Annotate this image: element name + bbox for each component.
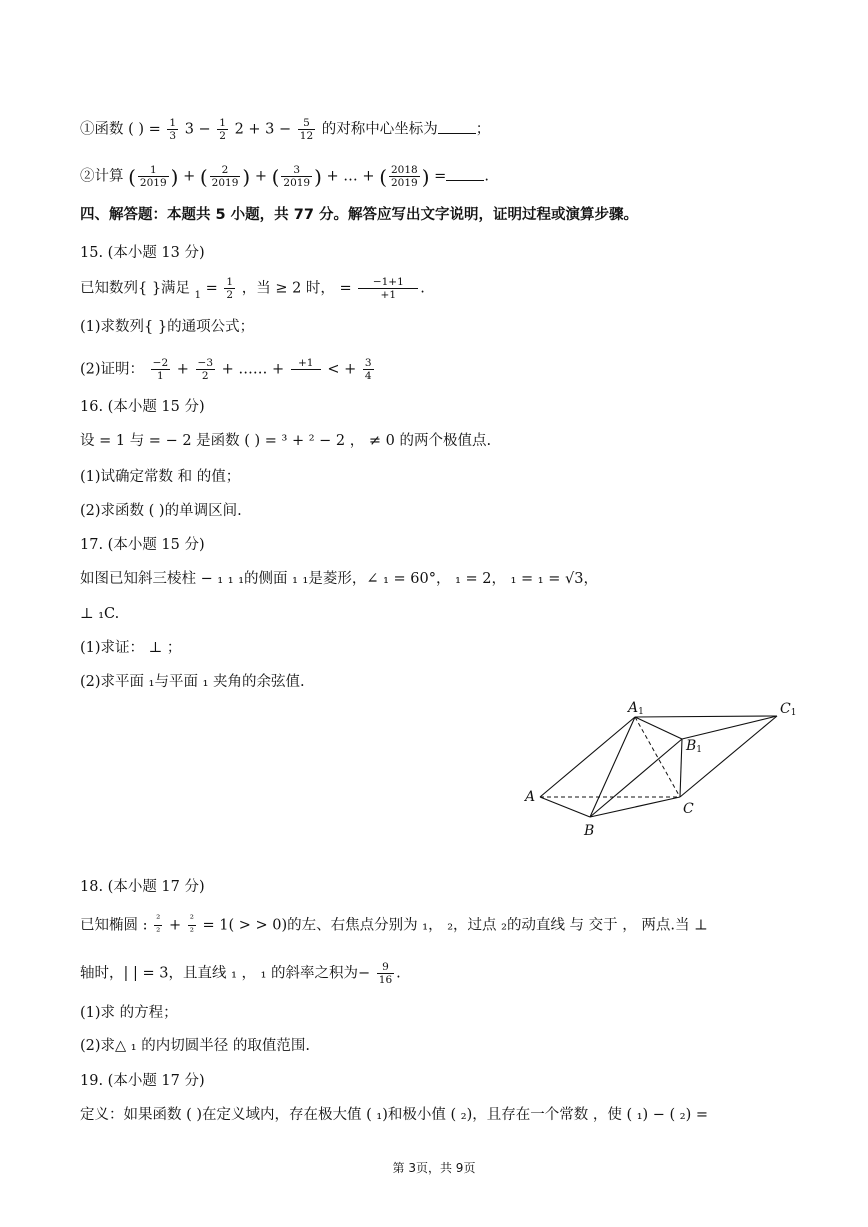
frac	[151, 357, 170, 382]
frac-num: 2018	[391, 164, 418, 176]
edge-bc	[590, 797, 680, 817]
edge-b1c	[680, 739, 682, 797]
q18-stem2	[80, 961, 401, 986]
frac-num: ²	[189, 913, 194, 925]
plus: +	[168, 917, 182, 934]
frac-one-third	[167, 117, 178, 142]
paren: (	[128, 164, 136, 189]
frac-num: ²	[156, 913, 161, 925]
q14-part1	[80, 117, 490, 142]
frac-den: 3	[169, 130, 177, 142]
q14-p1-mid1: 3 −	[184, 121, 211, 138]
frac-den: 2	[226, 289, 234, 301]
q15-p2-a: (2)证明：	[80, 361, 145, 378]
q15-p2-lt: < +	[327, 361, 357, 378]
frac-num: 3	[281, 164, 312, 177]
paren: )	[242, 164, 251, 189]
frac	[224, 276, 235, 301]
frac-five-twelfths	[298, 117, 315, 142]
equals: =	[434, 168, 447, 185]
label-b: B	[584, 823, 595, 839]
q14-part2	[80, 164, 489, 189]
plus: +	[183, 168, 196, 185]
frac-num: 3	[364, 357, 372, 369]
label-c1: C1	[780, 701, 797, 718]
frac	[389, 164, 420, 189]
q18-stem2-a: 轴时，| | = 3，且直线 ₁ ， ₁ 的斜率之积为−	[80, 965, 371, 982]
frac	[154, 913, 162, 938]
q16-heading: 16. (本小题 15 分)	[80, 399, 205, 415]
q18-stem1-b: = 1( > > 0)的左、右焦点分别为 ₁， ₂，过点 ₂的动直线 与 交于 ， 两点.当 ⊥	[202, 917, 708, 934]
q18-heading: 18. (本小题 17 分)	[80, 879, 205, 895]
q18-part1: (1)求 的方程；	[80, 1005, 178, 1021]
answer-blank	[446, 168, 484, 181]
q18-stem1-a: 已知椭圆 :	[80, 917, 148, 934]
frac	[138, 164, 169, 189]
frac	[358, 276, 418, 301]
page-footer: 第 3页，共 9页	[392, 1161, 476, 1175]
edge-bb1	[590, 739, 682, 817]
edge-a1c1	[635, 716, 777, 717]
frac-den: 2019	[211, 177, 239, 189]
dots: + … +	[326, 168, 375, 185]
q14-p1-end: ；	[475, 121, 491, 138]
frac-den: ²	[156, 926, 161, 938]
q18-part2: (2)求△ ₁ 的内切圆半径 的取值范围.	[80, 1038, 310, 1054]
frac-den: 4	[364, 370, 372, 382]
answer-blank	[438, 121, 476, 134]
q15-stem	[80, 276, 425, 301]
frac-den	[291, 370, 321, 382]
q18-stem2-end: .	[396, 965, 401, 982]
section-heading: 四、解答题：本题共 5 小题，共 77 分。解答应写出文字说明，证明过程或演算步骤。	[80, 207, 638, 223]
q14-p1-suffix: 的对称中心坐标为	[321, 121, 438, 138]
frac-num: 1	[169, 117, 177, 129]
frac-den: +1	[380, 289, 397, 301]
label-c: C	[683, 801, 694, 817]
q15-p2-mid: + …… +	[221, 361, 285, 378]
plus: +	[254, 168, 267, 185]
q16-part2: (2)求函数 ( )的单调区间.	[80, 503, 242, 519]
q16-part1: (1)试确定常数 和 的值；	[80, 469, 241, 485]
frac-num: −2	[152, 357, 169, 369]
label-a1: A1	[628, 700, 644, 717]
q19-heading: 19. (本小题 17 分)	[80, 1073, 205, 1089]
frac-den: 2019	[283, 177, 311, 189]
q14-p2-prefix: ②计算	[80, 168, 124, 185]
paren: )	[170, 164, 179, 189]
frac	[377, 961, 394, 986]
frac-num: −1+1	[358, 276, 418, 289]
frac-den: 2	[219, 130, 226, 142]
q14-p1-mid2: 2 + 3 −	[234, 121, 292, 138]
frac	[281, 164, 312, 189]
q14-p1-prefix: ①函数 ( ) =	[80, 121, 161, 138]
paren: (	[379, 164, 387, 189]
frac-den: ²	[189, 926, 194, 938]
q15-stem-c: ，当 ≥ 2 时， =	[241, 280, 352, 297]
q17-stem1: 如图已知斜三棱柱 − ₁ ₁ ₁的侧面 ₁ ₁是菱形，∠ ₁ = 60°， ₁ = 2， ₁ = ₁ = √3，	[80, 571, 598, 587]
label-b1: B1	[686, 738, 703, 755]
frac	[363, 357, 374, 382]
frac-den: 2019	[139, 177, 167, 189]
frac-den: 2019	[391, 177, 418, 189]
paren: (	[199, 164, 208, 189]
edge-a1b	[590, 717, 635, 817]
frac-num: 2	[210, 164, 241, 177]
edge-a1a	[540, 717, 635, 797]
q17-part2: (2)求平面 ₁与平面 ₁ 夹角的余弦值.	[80, 674, 305, 690]
q15-stem-a: 已知数列{ }满足	[80, 280, 191, 297]
label-a: A	[525, 789, 536, 805]
q15-stem-b: =	[205, 280, 218, 297]
frac	[188, 913, 196, 938]
edge-a1b1	[635, 717, 682, 739]
frac	[291, 357, 321, 382]
frac-num: 1	[138, 164, 169, 177]
edge-ab	[540, 797, 590, 817]
frac-num: 9	[377, 961, 394, 974]
frac-num: 1	[219, 117, 226, 129]
paren: )	[421, 164, 430, 189]
paren: (	[271, 164, 280, 189]
q15-part2	[80, 357, 376, 382]
q17-heading: 17. (本小题 15 分)	[80, 537, 205, 553]
q14-p2-end: .	[484, 168, 489, 185]
q17-stem2: ⊥ ₁C.	[80, 606, 120, 622]
frac-num: −3	[197, 357, 213, 369]
q15-stem-end: .	[420, 280, 425, 297]
q19-stem: 定义：如果函数 ( )在定义域内，存在极大值 ( ₁)和极小值 ( ₂)，且存在一个常数 ，使 ( ₁) − ( ₂) =	[80, 1107, 709, 1123]
frac	[210, 164, 241, 189]
frac-den: 2	[201, 370, 209, 382]
frac-one-half	[217, 117, 228, 142]
plus: +	[176, 361, 189, 378]
q15-heading: 15. (本小题 13 分)	[80, 245, 205, 261]
frac-num: 1	[226, 276, 234, 288]
q15-part1: (1)求数列{ }的通项公式；	[80, 319, 255, 335]
frac-num: +1	[291, 357, 321, 370]
subscript: 1	[194, 289, 202, 301]
paren: )	[314, 164, 322, 189]
edge-a1c-hidden	[635, 717, 680, 797]
prism-figure	[520, 695, 810, 845]
frac-den: 16	[378, 974, 393, 986]
frac-den: 1	[157, 370, 164, 382]
frac-num: 5	[298, 117, 315, 130]
frac-den: 12	[299, 130, 314, 142]
q16-stem: 设 = 1 与 = − 2 是函数 ( ) = ³ + ² − 2 ， ≠ 0 的两个极值点.	[80, 433, 492, 449]
q18-stem1	[80, 913, 708, 938]
frac	[196, 357, 215, 382]
q17-part1: (1)求证： ⊥ ；	[80, 640, 182, 656]
